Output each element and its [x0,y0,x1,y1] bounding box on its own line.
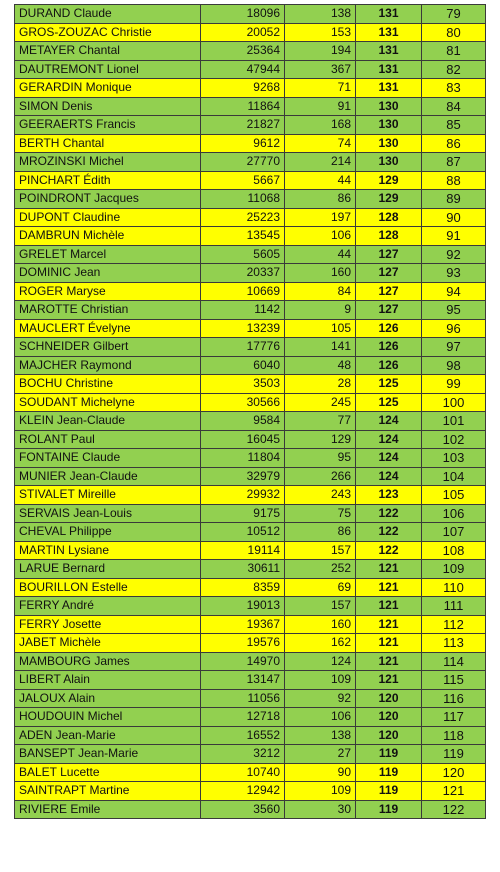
score-cell: 131 [356,5,422,24]
value-cell: 3212 [201,745,285,764]
rank-cell: 96 [422,319,486,338]
table-row [15,578,486,597]
count-cell: 162 [285,634,356,653]
participant-name-cell: MARTIN Lysiane [15,541,201,560]
score-cell: 122 [356,523,422,542]
value-cell: 13239 [201,319,285,338]
score-cell: 129 [356,171,422,190]
table-row [15,356,486,375]
count-cell: 30 [285,800,356,819]
rank-cell: 122 [422,800,486,819]
table-row [15,116,486,135]
participant-name-cell: GROS-ZOUZAC Christie [15,23,201,42]
rank-cell: 110 [422,578,486,597]
table-row [15,708,486,727]
count-cell: 157 [285,597,356,616]
participant-name-cell: METAYER Chantal [15,42,201,61]
table-row [15,504,486,523]
rank-cell: 92 [422,245,486,264]
count-cell: 105 [285,319,356,338]
rank-cell: 121 [422,782,486,801]
table-row [15,689,486,708]
value-cell: 12942 [201,782,285,801]
count-cell: 266 [285,467,356,486]
score-cell: 119 [356,782,422,801]
table-row [15,486,486,505]
participant-name-cell: GEERAERTS Francis [15,116,201,135]
table-row [15,227,486,246]
ranking-table [14,4,486,819]
table-row [15,264,486,283]
participant-name-cell: BOCHU Christine [15,375,201,394]
rank-cell: 98 [422,356,486,375]
count-cell: 138 [285,726,356,745]
participant-name-cell: DOMINIC Jean [15,264,201,283]
table-row [15,671,486,690]
value-cell: 11056 [201,689,285,708]
value-cell: 29932 [201,486,285,505]
participant-name-cell: CHEVAL Philippe [15,523,201,542]
participant-name-cell: LIBERT Alain [15,671,201,690]
rank-cell: 86 [422,134,486,153]
rank-cell: 101 [422,412,486,431]
participant-name-cell: SERVAIS Jean-Louis [15,504,201,523]
score-cell: 125 [356,375,422,394]
table-row [15,782,486,801]
score-cell: 131 [356,60,422,79]
rank-cell: 95 [422,301,486,320]
score-cell: 121 [356,671,422,690]
count-cell: 91 [285,97,356,116]
rank-cell: 79 [422,5,486,24]
table-row [15,208,486,227]
participant-name-cell: DUPONT Claudine [15,208,201,227]
participant-name-cell: PINCHART Édith [15,171,201,190]
rank-cell: 108 [422,541,486,560]
value-cell: 19367 [201,615,285,634]
participant-name-cell: MAMBOURG James [15,652,201,671]
value-cell: 13545 [201,227,285,246]
count-cell: 84 [285,282,356,301]
score-cell: 126 [356,356,422,375]
count-cell: 69 [285,578,356,597]
value-cell: 19576 [201,634,285,653]
participant-name-cell: DAUTREMONT Lionel [15,60,201,79]
count-cell: 138 [285,5,356,24]
count-cell: 77 [285,412,356,431]
rank-cell: 85 [422,116,486,135]
participant-name-cell: MROZINSKI Michel [15,153,201,172]
participant-name-cell: ROGER Maryse [15,282,201,301]
value-cell: 18096 [201,5,285,24]
participant-name-cell: SOUDANT Michelyne [15,393,201,412]
table-row [15,375,486,394]
count-cell: 367 [285,60,356,79]
table-row [15,541,486,560]
score-cell: 130 [356,116,422,135]
value-cell: 14970 [201,652,285,671]
value-cell: 30611 [201,560,285,579]
value-cell: 32979 [201,467,285,486]
count-cell: 129 [285,430,356,449]
value-cell: 19013 [201,597,285,616]
rank-cell: 107 [422,523,486,542]
value-cell: 16045 [201,430,285,449]
score-cell: 124 [356,430,422,449]
score-cell: 130 [356,134,422,153]
score-cell: 123 [356,486,422,505]
score-cell: 128 [356,208,422,227]
rank-cell: 97 [422,338,486,357]
value-cell: 5667 [201,171,285,190]
score-cell: 121 [356,615,422,634]
count-cell: 71 [285,79,356,98]
rank-cell: 84 [422,97,486,116]
value-cell: 47944 [201,60,285,79]
count-cell: 194 [285,42,356,61]
score-cell: 124 [356,467,422,486]
rank-cell: 114 [422,652,486,671]
count-cell: 160 [285,615,356,634]
table-row [15,615,486,634]
count-cell: 157 [285,541,356,560]
value-cell: 30566 [201,393,285,412]
table-row [15,319,486,338]
table-row [15,763,486,782]
rank-cell: 115 [422,671,486,690]
count-cell: 44 [285,171,356,190]
score-cell: 126 [356,319,422,338]
participant-name-cell: HOUDOUIN Michel [15,708,201,727]
table-row [15,134,486,153]
rank-cell: 87 [422,153,486,172]
count-cell: 153 [285,23,356,42]
rank-cell: 112 [422,615,486,634]
participant-name-cell: MAUCLERT Évelyne [15,319,201,338]
score-cell: 122 [356,541,422,560]
value-cell: 12718 [201,708,285,727]
participant-name-cell: BANSEPT Jean-Marie [15,745,201,764]
score-cell: 121 [356,578,422,597]
score-cell: 124 [356,412,422,431]
score-cell: 131 [356,42,422,61]
count-cell: 106 [285,708,356,727]
score-cell: 130 [356,97,422,116]
table-row [15,560,486,579]
participant-name-cell: KLEIN Jean-Claude [15,412,201,431]
count-cell: 75 [285,504,356,523]
table-row [15,745,486,764]
score-cell: 120 [356,689,422,708]
score-cell: 121 [356,652,422,671]
value-cell: 25223 [201,208,285,227]
value-cell: 25364 [201,42,285,61]
participant-name-cell: FERRY Josette [15,615,201,634]
table-row [15,726,486,745]
count-cell: 106 [285,227,356,246]
score-cell: 129 [356,190,422,209]
score-cell: 124 [356,449,422,468]
score-cell: 122 [356,504,422,523]
table-row [15,301,486,320]
rank-cell: 118 [422,726,486,745]
count-cell: 245 [285,393,356,412]
count-cell: 252 [285,560,356,579]
rank-cell: 119 [422,745,486,764]
table-row [15,634,486,653]
value-cell: 20052 [201,23,285,42]
score-cell: 127 [356,282,422,301]
participant-name-cell: ROLANT Paul [15,430,201,449]
rank-cell: 102 [422,430,486,449]
table-row [15,800,486,819]
participant-name-cell: MUNIER Jean-Claude [15,467,201,486]
table-row [15,23,486,42]
participant-name-cell: JABET Michèle [15,634,201,653]
rank-cell: 80 [422,23,486,42]
table-row [15,60,486,79]
rank-cell: 117 [422,708,486,727]
table-row [15,153,486,172]
count-cell: 90 [285,763,356,782]
score-cell: 121 [356,634,422,653]
count-cell: 86 [285,523,356,542]
score-cell: 131 [356,79,422,98]
rank-cell: 105 [422,486,486,505]
table-row [15,597,486,616]
count-cell: 74 [285,134,356,153]
count-cell: 48 [285,356,356,375]
value-cell: 6040 [201,356,285,375]
rank-cell: 113 [422,634,486,653]
score-cell: 125 [356,393,422,412]
count-cell: 141 [285,338,356,357]
count-cell: 124 [285,652,356,671]
score-cell: 127 [356,264,422,283]
value-cell: 1142 [201,301,285,320]
score-cell: 121 [356,560,422,579]
participant-name-cell: MAROTTE Christian [15,301,201,320]
participant-name-cell: SAINTRAPT Martine [15,782,201,801]
value-cell: 21827 [201,116,285,135]
rank-cell: 91 [422,227,486,246]
value-cell: 19114 [201,541,285,560]
table-row [15,190,486,209]
count-cell: 109 [285,671,356,690]
participant-name-cell: JALOUX Alain [15,689,201,708]
participant-name-cell: MAJCHER Raymond [15,356,201,375]
rank-cell: 99 [422,375,486,394]
value-cell: 11864 [201,97,285,116]
count-cell: 9 [285,301,356,320]
score-cell: 130 [356,153,422,172]
participant-name-cell: POINDRONT Jacques [15,190,201,209]
count-cell: 243 [285,486,356,505]
participant-name-cell: DAMBRUN Michèle [15,227,201,246]
table-row [15,430,486,449]
value-cell: 11068 [201,190,285,209]
rank-cell: 103 [422,449,486,468]
rank-cell: 106 [422,504,486,523]
table-row [15,338,486,357]
value-cell: 9175 [201,504,285,523]
value-cell: 3503 [201,375,285,394]
participant-name-cell: LARUE Bernard [15,560,201,579]
participant-name-cell: FONTAINE Claude [15,449,201,468]
participant-name-cell: STIVALET Mireille [15,486,201,505]
rank-cell: 94 [422,282,486,301]
score-cell: 128 [356,227,422,246]
table-row [15,523,486,542]
value-cell: 27770 [201,153,285,172]
participant-name-cell: ADEN Jean-Marie [15,726,201,745]
rank-cell: 89 [422,190,486,209]
rank-cell: 82 [422,60,486,79]
value-cell: 8359 [201,578,285,597]
table-row [15,42,486,61]
ranking-table-body [15,5,486,819]
value-cell: 3560 [201,800,285,819]
count-cell: 214 [285,153,356,172]
participant-name-cell: SCHNEIDER Gilbert [15,338,201,357]
value-cell: 17776 [201,338,285,357]
participant-name-cell: DURAND Claude [15,5,201,24]
value-cell: 9268 [201,79,285,98]
value-cell: 11804 [201,449,285,468]
rank-cell: 104 [422,467,486,486]
value-cell: 10669 [201,282,285,301]
rank-cell: 81 [422,42,486,61]
participant-name-cell: GRELET Marcel [15,245,201,264]
participant-name-cell: BOURILLON Estelle [15,578,201,597]
score-cell: 127 [356,245,422,264]
table-row [15,171,486,190]
value-cell: 13147 [201,671,285,690]
score-cell: 131 [356,23,422,42]
participant-name-cell: SIMON Denis [15,97,201,116]
participant-name-cell: BERTH Chantal [15,134,201,153]
participant-name-cell: RIVIERE Emile [15,800,201,819]
rank-cell: 100 [422,393,486,412]
participant-name-cell: FERRY André [15,597,201,616]
count-cell: 92 [285,689,356,708]
rank-cell: 111 [422,597,486,616]
table-row [15,79,486,98]
ranking-table-wrapper [14,4,485,819]
table-row [15,652,486,671]
value-cell: 10512 [201,523,285,542]
count-cell: 27 [285,745,356,764]
score-cell: 119 [356,745,422,764]
score-cell: 120 [356,708,422,727]
value-cell: 16552 [201,726,285,745]
count-cell: 44 [285,245,356,264]
table-row [15,97,486,116]
rank-cell: 120 [422,763,486,782]
count-cell: 160 [285,264,356,283]
count-cell: 95 [285,449,356,468]
table-row [15,449,486,468]
rank-cell: 83 [422,79,486,98]
value-cell: 9612 [201,134,285,153]
score-cell: 119 [356,763,422,782]
value-cell: 5605 [201,245,285,264]
table-row [15,393,486,412]
table-row [15,467,486,486]
participant-name-cell: BALET Lucette [15,763,201,782]
table-row [15,412,486,431]
count-cell: 109 [285,782,356,801]
score-cell: 127 [356,301,422,320]
participant-name-cell: GERARDIN Monique [15,79,201,98]
rank-cell: 90 [422,208,486,227]
rank-cell: 88 [422,171,486,190]
count-cell: 28 [285,375,356,394]
count-cell: 197 [285,208,356,227]
rank-cell: 93 [422,264,486,283]
count-cell: 86 [285,190,356,209]
value-cell: 20337 [201,264,285,283]
score-cell: 126 [356,338,422,357]
table-row [15,282,486,301]
rank-cell: 116 [422,689,486,708]
table-row [15,5,486,24]
rank-cell: 109 [422,560,486,579]
count-cell: 168 [285,116,356,135]
score-cell: 120 [356,726,422,745]
value-cell: 10740 [201,763,285,782]
table-row [15,245,486,264]
value-cell: 9584 [201,412,285,431]
score-cell: 121 [356,597,422,616]
score-cell: 119 [356,800,422,819]
